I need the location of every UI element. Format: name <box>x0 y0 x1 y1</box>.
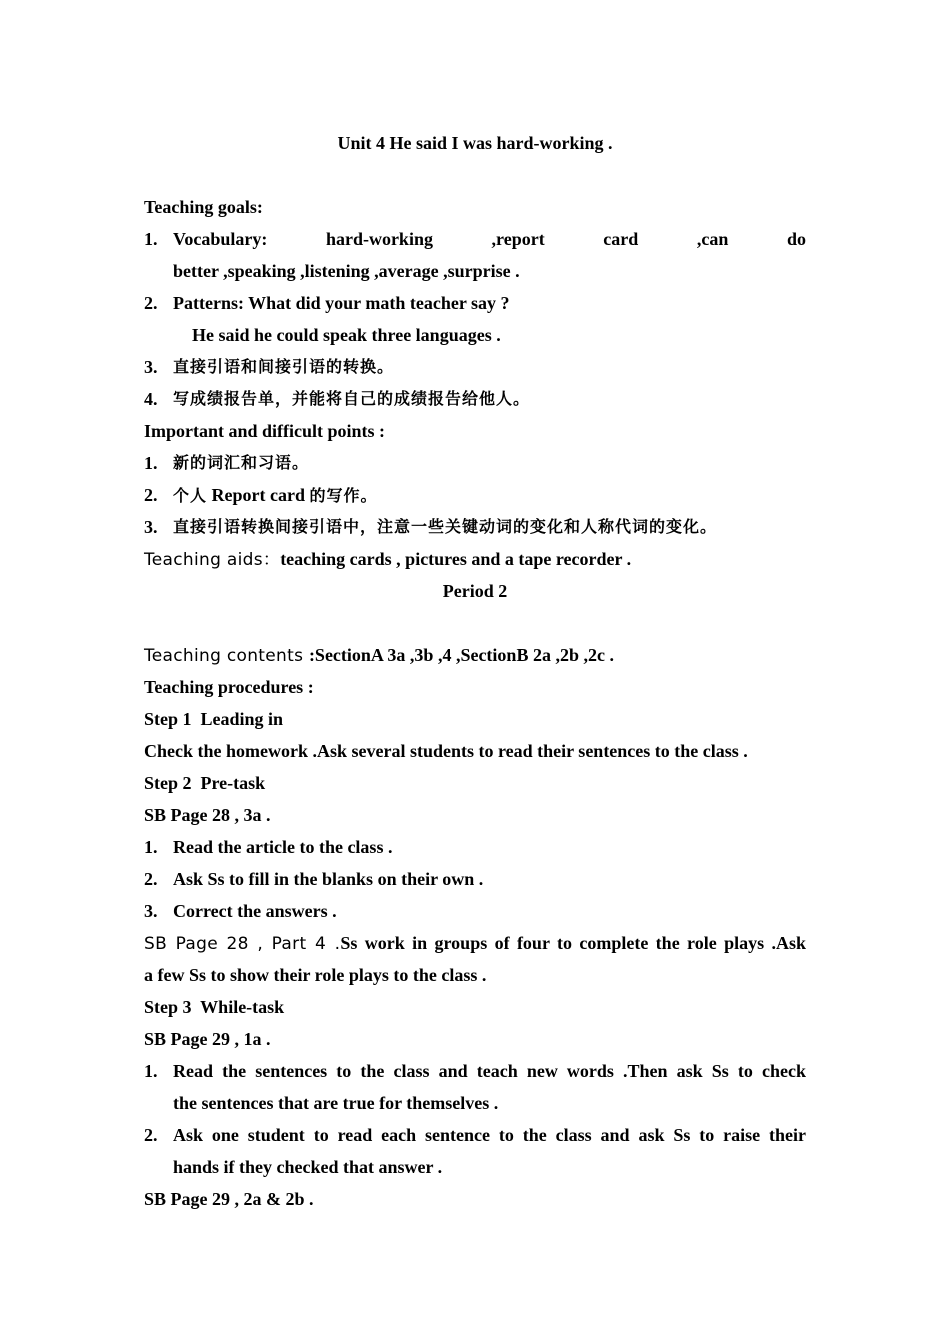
points-heading: Important and difficult points : <box>144 421 386 441</box>
goals-heading: Teaching goals: <box>144 197 263 217</box>
point-item-2 <box>144 479 806 511</box>
step2-item-1 <box>144 831 806 863</box>
point-text-cjk: 个人 <box>173 486 208 505</box>
list-number: 4. <box>144 389 158 409</box>
vocabulary-line <box>173 223 806 255</box>
point-text-cjk: 的写作。 <box>309 486 378 505</box>
point-item-3 <box>144 511 806 543</box>
step2-page: SB Page 28 , 3a . <box>144 805 271 825</box>
list-number: 3. <box>144 901 158 921</box>
vocab-word: ,can <box>696 229 729 249</box>
aids-text: teaching cards , pictures and a tape recorder . <box>280 549 632 569</box>
teaching-aids <box>144 543 806 575</box>
procedures-heading: Teaching procedures : <box>144 677 314 697</box>
point-text <box>173 479 806 511</box>
step3-page: SB Page 29 , 1a . <box>144 1029 271 1049</box>
goal-text: 写成绩报告单，并能将自己的成绩报告给他人。 <box>173 389 531 408</box>
part4-label: SB Page 28 , Part 4 . <box>144 934 341 954</box>
goal-item-3 <box>144 351 806 383</box>
step1-text: Check the homework .Ask several students to read their sentences to the class . <box>144 741 748 761</box>
vocab-word: hard-working <box>325 229 433 249</box>
step3-title: Step 3 While-task <box>144 997 285 1017</box>
period-heading: Period 2 <box>442 581 508 601</box>
point-text: 新的词汇和习语。 <box>173 453 310 472</box>
list-number: 1. <box>144 229 158 249</box>
goal-item-patterns <box>144 287 806 319</box>
list-number: 2. <box>144 869 158 889</box>
step2-item-2 <box>144 863 806 895</box>
aids-label: Teaching aids： <box>144 550 281 570</box>
point-text: 直接引语转换间接引语中，注意一些关键动词的变化和人称代词的变化。 <box>173 517 718 536</box>
list-number: 2. <box>144 1125 158 1145</box>
contents-text: :SectionA 3a ,3b ,4 ,SectionB 2a ,2b ,2c . <box>308 645 614 665</box>
list-number: 1. <box>144 453 158 473</box>
list-number: 1. <box>144 1061 158 1081</box>
step-item-text: Correct the answers . <box>173 901 337 921</box>
vocabulary-continuation: better ,speaking ,listening ,average ,surprise . <box>173 261 520 281</box>
step2-title: Step 2 Pre-task <box>144 773 266 793</box>
patterns-line: Patterns: What did your math teacher say ? <box>173 293 510 313</box>
list-number: 1. <box>144 837 158 857</box>
contents-label: Teaching contents <box>144 646 309 666</box>
patterns-continuation: He said he could speak three languages . <box>192 325 501 345</box>
step-item-text: Ask Ss to fill in the blanks on their own . <box>173 869 484 889</box>
part4-line1: Ss work in groups of four to complete the role plays .Ask <box>340 933 806 953</box>
point-text-en: Report card <box>207 485 310 505</box>
step-item-line: Read the sentences to the class and teach new words .Then ask Ss to check <box>173 1061 806 1081</box>
teaching-contents <box>144 639 806 671</box>
part4-paragraph <box>144 927 806 959</box>
step3-page2: SB Page 29 , 2a & 2b . <box>144 1189 314 1209</box>
step2-item-3 <box>144 895 806 927</box>
list-number: 3. <box>144 517 158 537</box>
goal-item-vocabulary <box>144 223 806 287</box>
vocab-word: card <box>603 229 639 249</box>
document-body <box>144 127 806 1215</box>
list-number: 3. <box>144 357 158 377</box>
vocabulary-label: Vocabulary: <box>173 229 268 249</box>
list-number: 2. <box>144 293 158 313</box>
step1-title: Step 1 Leading in <box>144 709 284 729</box>
step-item-line: hands if they checked that answer . <box>173 1157 443 1177</box>
step3-item-1 <box>144 1055 806 1119</box>
step-item-text: Read the article to the class . <box>173 837 393 857</box>
vocab-word: do <box>786 229 806 249</box>
list-number: 2. <box>144 485 158 505</box>
step3-item-2 <box>144 1119 806 1183</box>
goal-text: 直接引语和间接引语的转换。 <box>173 357 395 376</box>
part4-line2: a few Ss to show their role plays to the class . <box>144 965 487 985</box>
step-item-line: Ask one student to read each sentence to the class and ask Ss to raise their <box>173 1125 806 1145</box>
goal-item-4 <box>144 383 806 415</box>
step-item-line: the sentences that are true for themselves . <box>173 1093 499 1113</box>
vocab-word: ,report <box>491 229 545 249</box>
page-title: Unit 4 He said I was hard-working . <box>337 133 613 153</box>
point-item-1 <box>144 447 806 479</box>
